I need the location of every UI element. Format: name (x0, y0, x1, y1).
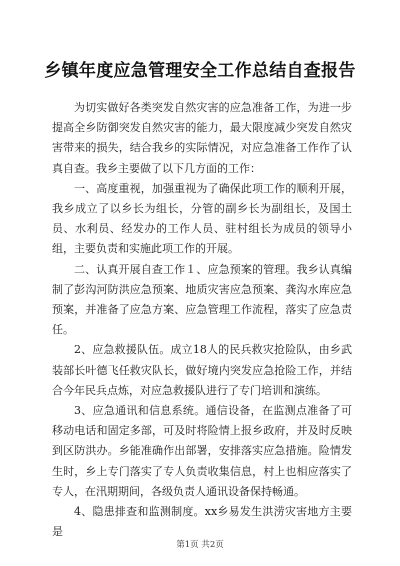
paragraph-item-4: 4、隐患排查和监测制度。xx乡易发生洪涝灾害地方主要是 (52, 505, 352, 539)
paragraph-section-1: 一、高度重视，加强重视为了确保此项工作的顺利开展，我乡成立了以乡长为组长，分管的副乡长为副组长，及国土员、水利员、经发办的工作人员、驻村组长为成员的领导小组，主要负责和实施此项工作的开展。 (52, 181, 352, 256)
paragraph-item-3: 3、应急通讯和信息系统。通信设备，在监测点准备了可移动电话和固定多部，可及时将险情上报乡政府，并及时反映到区防洪办。乡能准确作出部署，安排落实应急措施。险情发生时，乡上专门落实了专人负责收集信息，村上也相应落实了专人，在汛期期间，各级负责人通讯设备保持畅通。 (52, 404, 352, 498)
document-title: 乡镇年度应急管理安全工作总结自查报告 (44, 61, 356, 81)
paragraph-item-2: 2、应急救援队伍。成立18人的民兵救灾抢险队，由乡武装部长叶德飞任救灾队长，做好境内突发应急抢险工作，并结合今年民兵点炼，对应急救援队进行了专门培训和演练。 (52, 343, 352, 397)
page-footer: 第1页 共2页 (176, 540, 224, 550)
document-body (52, 98, 352, 542)
paragraph-intro: 为切实做好各类突发自然灾害的应急准备工作，为进一步提高全乡防御突发自然灾害的能力，最大限度减少突发自然灾害带来的损失，结合我乡的实际情况，对应急准备工作作了认真自查。我乡主要做了以下几方面的工作： (52, 101, 352, 175)
paragraph-section-2: 二、认真开展自查工作１、应急预案的管理。我乡认真编制了彭沟河防洪应急预案、地质灾害应急预案、龚沟水库应急预案，并准备了应急方案、应急管理工作流程，落实了应急责任。 (52, 262, 352, 337)
